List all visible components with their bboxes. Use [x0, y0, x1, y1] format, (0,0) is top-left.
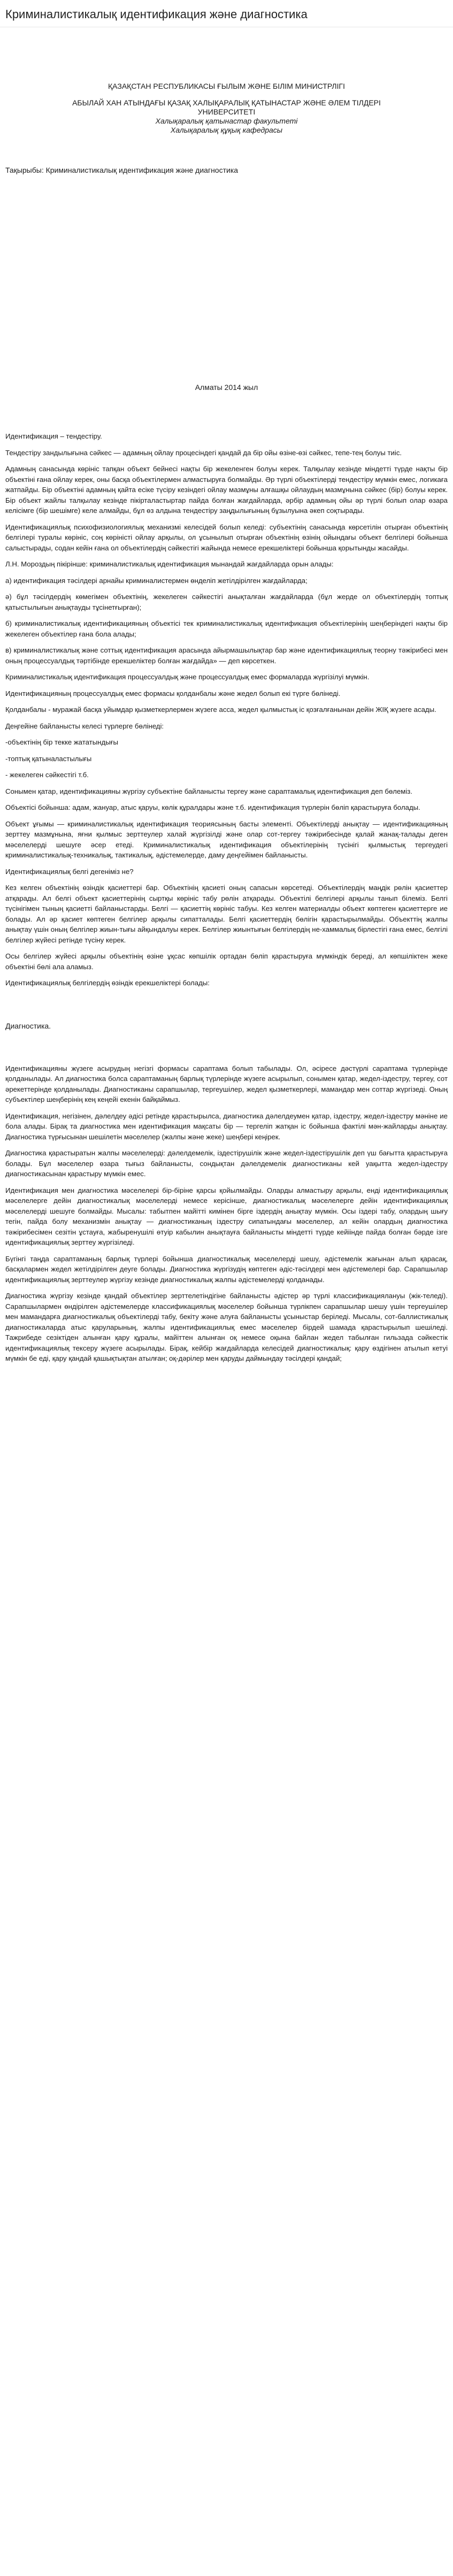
paragraph: Идентификацияның процессуалдық емес формасы қолданбалы және жедел болып екі түрге бөлінеді. — [5, 689, 341, 697]
paragraph: Идентификацияны жүзеге асырудың негізгі формасы сараптама болып табылады. Ол, әсіресе дәстүрлі сараптама түрлерінде қолданылады. Ал диагностика болса сараптаманың барлық түрлерінде жүзеге асырылып, сонымен қатар, жедел-іздестру, тергеу, сот әрекеттерінде қолданылады. Диагностиканы сарапшылар, тергеушілер, жедел қызметкерлері, мамандар мен соттар жүргізеді. Оның субъектілер шеңберінің кең кеңейі екенін байқаймыз. — [5, 1064, 448, 1103]
city-year: Алматы 2014 жыл — [195, 383, 258, 392]
document-body — [0, 82, 453, 1364]
paragraph: ә) бұл тәсілдердің көмегімен объектінің, жекелеген сәйкестігі анықталған жағдайларда (бұл жерде ол объектілердің топтық қатыстылығын анықтауды тұсінетғырған); — [5, 593, 448, 611]
paragraph: Диагностика қарастыратын жалпы мәселелерді: дәлелдемелік, іздестірушілік және жедел-іздестірушілік деп үш бағытта қарастыруға болады. Бұл мәселелер өзара тығыз байланысты, сондықтан дәлелдемелік диагностиканы кей уақытта жедел-іздестру диагностикасынан қарастыру мүмкін емес. — [5, 1149, 448, 1178]
ministry-name: ҚАЗАҚСТАН РЕСПУБЛИКАСЫ ҒЫЛЫМ ЖӘНЕ БІЛІМ МИНИСТРЛІГІ — [108, 82, 345, 90]
section-heading-diagnostics: Диагностика. — [5, 1021, 51, 1030]
title-page-header — [5, 82, 448, 135]
paragraph: Идентификациялық белгі дегеніміз не? — [5, 867, 134, 876]
paragraph: Идентификация, негізінен, дәлелдеу әдісі ретінде қарастырылса, диагностика дәлелдеумен қатар, іздестру, жедел-іздестру мәніне ие бола алады. Бірақ та диагностика мен идентификация мақсаты бір — тергеліп жатқан іс бойынша фактілі мән-жайларды анықтау. Диагностика түрғысынан шешілетін мәселелер (жалпы және жеке) шеңбері кеңірек. — [5, 1111, 448, 1141]
paragraph: -топтық қатыналастылығы — [5, 754, 92, 763]
paragraph: Кез келген объектінің өзіндік қасиеттері бар. Объектінің қасиеті оның сапасын көрсетеді. Объектілердің маңдік рөлін қасиеттер атқарады. Ал белгі объект қасиеттерінің сыртқы көрініс табу рөлін атқарады. Объектілі белгілері арқылы танып білеміз. Белгі түсінігімен тының қасиетті байланыстарды. Белгі — қасиеттің көрініс табуы. Кез келген материалды объект көптеген қасиеттерге ие болады. Ал әр қасиет көптеген белгілер арқылы сипатталады. Белгі қасиеттердің бөлігін қарастырылмайды. Объекттің жалпы анықтау үшін оның белгілер жиын-тығы айқындалуы керек. Белгілер жиынтығын белгілердің не-хаммалық бірлестігі ғана емес, белгілі белгілер жүйесі ретінде түсіну керек. — [5, 884, 448, 944]
paragraph: Сонымен қатар, идентификацияны жүргізу субъектіне байланысты тергеу және сараптамалық идентификация деп бөлеміз. — [5, 787, 413, 795]
paragraph: Идентификациялық белгілердің өзіндік ерекшеліктері болады: — [5, 979, 210, 987]
paragraph: Объектісі бойынша: адам, жануар, атыс қаруы, көлік құралдары және т.б. идентификация түрлерін бөліп қарастыруға болады. — [5, 803, 420, 811]
paragraph: в) криминалистикалық және соттық идентификация арасында айырмашылықтар бар және идентификациялық теорну тәжірибесі мен оның процессуалдық тәртібінде ерекшеліктер болған жағдайда» — деп көрсеткен. — [5, 646, 448, 665]
paragraph: Идентификация мен диагностика мәселелері бір-біріне қарсы қойылмайды. Оларды алмастыру арқылы, енді идентификациялық мәселелерге дейін диагностикалық мәселелерді немесе керісінше, диагностикалық мәселелерге дейін идентификациялық мәселелерді шешуге болмайды. Мысалы: табытпен майітті кимінен бірге іздердің анықтау мүмкін. Осы іздері табу, олардың шығу тегін, пайда болу механизмін анықтау — диагностиканың іздестру сипатындағы мәселелер, ал кейін олардың диагностика тәжірибесімен сезітін ұстауға, жабыренушілі өтуір кабылин анықтауға байланысты міндетті түрде кейіінде пайда болған бәрде ізге идентификациялық зерттеу жүргізіледі. — [5, 1186, 448, 1246]
page-title: Криминалистикалық идентификация және диагностика — [0, 0, 453, 27]
topic-line: Тақырыбы: Криминалистикалық идентификация және диагностика — [5, 166, 239, 174]
paragraph: -объектінің бір текке жататындығы — [5, 738, 118, 746]
paragraph: а) идентификация тәсілдері арнайы криминалистермен өнделіп жетілдірілген жағдайларда; — [5, 576, 308, 585]
paragraph: Тендестіру зандылығына сәйкес — адамның ойлау процесіндегі қандай да бір ойы өзіне-өзі сәйкес, тепе-тең болуы тиіс. — [5, 448, 402, 457]
department-name: Халықаралық құқық кафедрасы — [170, 126, 283, 134]
paragraph: Объект ұғымы — криминалистикалық идентификация теориясының басты элементі. Объектілерді анықтау — идентификацияның зерттеу мазмұнына, яғни қылмыс зерттеулер халай жүргізілді және олар сот-тергеу тәжірибесінде қалай жанақ-талады деген мәселелерді шешуге әсер етеді. Криминалистикалық идентификация объектілерінің түсінігі қылмыстық тергеудегі криминалистикалық-техникалық, тактикалық, әдістемелерде, даму деңгейімен байланысты. — [5, 819, 448, 859]
university-name-line1: АБЫЛАЙ ХАН АТЫНДАҒЫ ҚАЗАҚ ХАЛЫҚАРАЛЫҚ ҚАТЫНАСТАР ЖӘНЕ ӘЛЕМ ТІЛДЕРІ — [72, 98, 381, 107]
paragraph: Л.Н. Мороздың пікірінше: криминалистикалық идентификация мынандай жағдайларда орын алады: — [5, 560, 334, 568]
paragraph: Идентификациялық психофизиологиялық механизмі келесідей болып келеді: субъектінің санасында көрсетілін отырған объектінің белгілері туралы көрініс, соң көріністі ойлау арқылы, ол ұсынылып отырған объектінің өзінің ойындағы объект белгілері бойынша салыстырады, содан кейін ғана ол объектілердің сәйкестігі жайында немесе ерекшеліктері бойынша қорытынды жасайды. — [5, 523, 448, 552]
paragraph-list-diagnostics — [5, 1063, 448, 1364]
paragraph: - жекелеген сәйкестігі т.б. — [5, 771, 89, 779]
paragraph-list — [5, 431, 448, 988]
university-name-line2: УНИВЕРСИТЕТІ — [197, 108, 256, 116]
paragraph: Осы белгілер жүйесі арқылы объектінің өзіне ұқсас көпшілік ортадан бөліп қарастыруға мүмкіндік береді, ал көпшіліктен жеке объектіні бөлі ала аламыз. — [5, 952, 448, 971]
faculty-name: Халықаралық қатынастар факультеті — [155, 117, 298, 125]
paragraph: б) криминалистикалық идентификацияның объектісі тек криминалистикалық идентификация объектілерінің шеңберіндегі нақты бір жекелеген объектілер ғана бола алады; — [5, 619, 448, 638]
paragraph: Криминалистикалық идентификация процессуалдық және процессуалдық емес формаларда жүргізілуі мүмкін. — [5, 673, 370, 681]
paragraph: Бүгінгі таңда сараптаманың барлық түрлері бойынша диагностикалық мәселелерді шешу, әдістемелік жағынан алып қарасақ, басқалармен жедел жетілдірілген деуге болады. Диагностика жүргізудің көптеген әдіс-тәсілдері мен әдістемелері бар. Сарапшылар идентификациялық зерттеулер жүргізу кезінде диагностикалық жалпы әдістемелерді қолданады. — [5, 1254, 448, 1284]
paragraph: Қолданбалы - муражай басқа уйымдар қызметкерлермен жүзеге асса, жедел қылмыстық іс қозғалғанынан дейін ЖІҚ жүзеге асады. — [5, 706, 436, 714]
paragraph: Деңгейіне байланысты келесі түрлерге бөлінеді: — [5, 722, 164, 730]
paragraph: Адамның санасында көрініс тапқан объект бейнесі нақты бір жекеленген болуы керек. Талқылау кезінде міндетті түрде нақты бір объектіні ғана ойлау керек, оны басқа объектілермен алмастыруға болмайды. Әр түрлі объектілерді тендестіру мүмкін емес, логикаға жатпайды. Бір объектіні адамның қайта есіке түсіру кезіндегі ойлау мазмұны алғашқы ойлаудың мазмұнына сәйкес (бір) болуы керек. Бір объект жайлы талқылау кезінде пікірталастыртар пайда болған жағдайларда, әрбір адамның ойы әр түрлі болып олар өзара келісімге (бір шешімге) келе алмайды, бұл өз алдына тендестіру заңдылығының бұзылуына әкеп соқтырады. — [5, 465, 448, 515]
paragraph: Диагностика жүргізу кезінде қандай объектілер зерттелетіндігіне байланысты әдістер әр түрлі классификациялануы (жік-теледі). Сарапшылармен өндірілген әдістемелерде классификациялық мәселелер бойынша түрлікпен сарапшылар шешу үшін тергеушілер мен мамандарға диагностикалық объектілерді табу, бекіту және алуға байланысты ұсыныстар беріледі. Мысалы, сот-баллистикалық диагностикаларда атыс қаруларының, жалпы идентификациялық емес мәселелер бірдей шамада қарастырылып шешіледі. Тажрибеде сезіктіден алынған қару құралы, майіттен алынған оқ немесе оқына байлан жедел табылған гильзада сәйкестік идентификациялық тексеру жүзеге асырылады. Бірақ, кейбір жағдайларда келесідей диагностикалық: қару өздігінен атылып кетуі мүмкін бе еді, қару қандай қашықтықтан атылған; оқ-дәрілер мен қаруды даймындау тәсілдері қандай; — [5, 1292, 448, 1362]
paragraph: Идентификация – тендестіру. — [5, 432, 102, 440]
